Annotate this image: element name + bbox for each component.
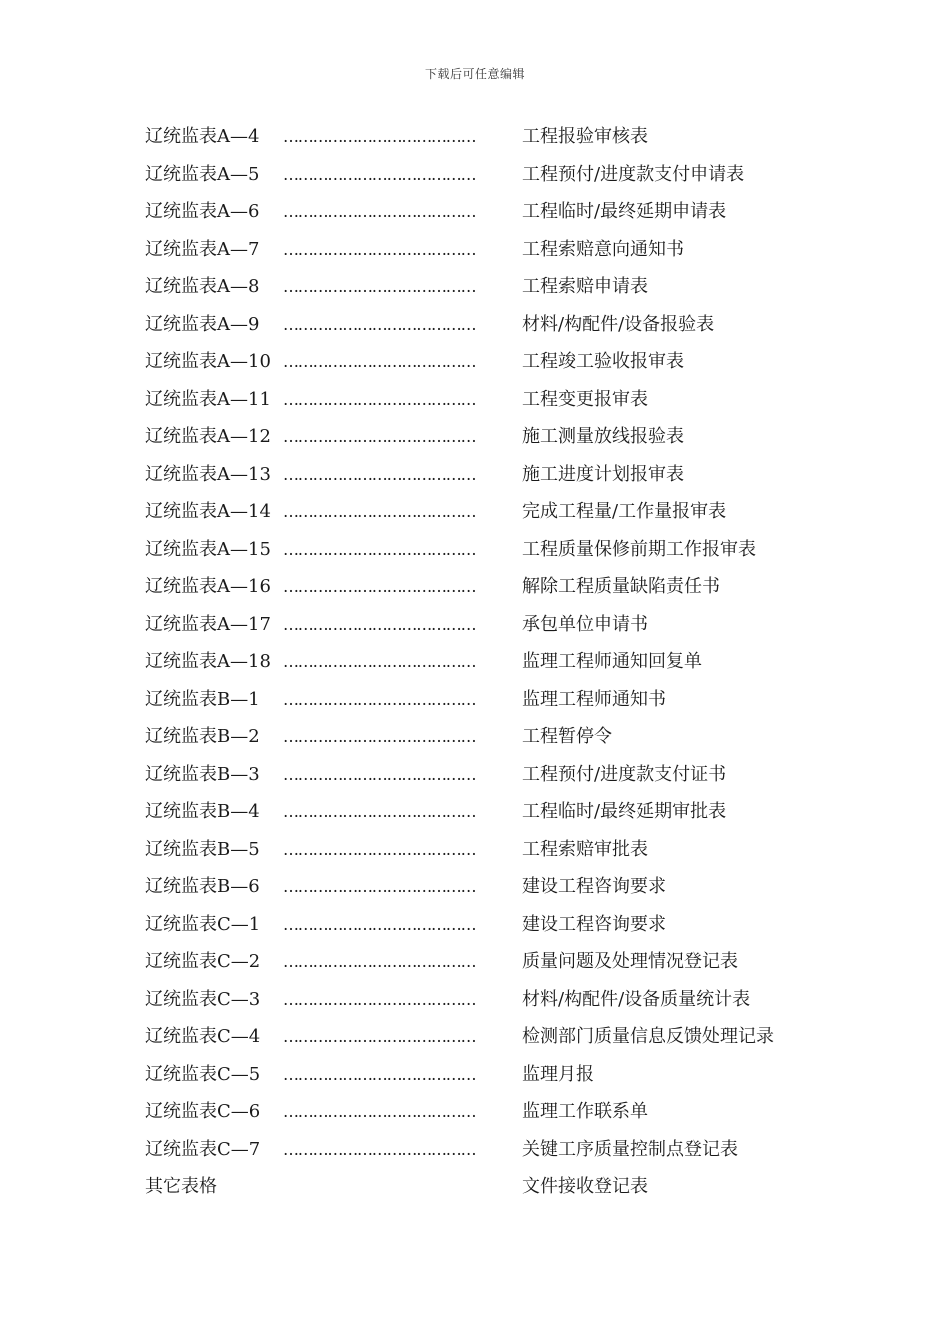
toc-entry-title: 工程索赔意向通知书 [522,238,684,260]
toc-leader-dots: ………………………………… [283,127,476,146]
toc-entry-code: 辽统监表A—14 [145,501,271,522]
toc-entry-title: 材料/构配件/设备报验表 [522,313,715,335]
toc-entry-code: 辽统监表A—9 [145,313,260,335]
toc-entry [145,906,825,944]
toc-entry-code: 辽统监表C—3 [145,988,261,1010]
toc-entry [145,1168,825,1206]
toc-entry [145,156,825,194]
toc-entry-title: 监理月报 [522,1063,594,1085]
toc-entry-code: 辽统监表A—10 [145,351,271,372]
toc-leader-dots: ………………………………… [283,202,476,221]
toc-entry-code: 辽统监表A—4 [145,126,260,147]
toc-entry-code: 辽统监表C—7 [145,1138,261,1160]
toc-entry-code: 辽统监表A—6 [145,201,260,222]
toc-entry-title: 工程预付/进度款支付证书 [522,763,727,785]
toc-leader-dots: ………………………………… [283,427,476,446]
toc-entry [145,1093,825,1131]
toc-entry [145,718,825,756]
toc-entry [145,1056,825,1094]
toc-entry-title: 工程竣工验收报审表 [522,351,684,372]
toc-entry-title: 工程报验审核表 [522,126,648,147]
toc-entry-code: 辽统监表C—1 [145,913,261,935]
toc-entry [145,793,825,831]
toc-entry-code: 其它表格 [145,1176,217,1197]
toc-entry [145,118,825,156]
toc-entry-title: 工程索赔申请表 [522,276,648,297]
toc-entry-code: 辽统监表C—6 [145,1101,261,1122]
toc-leader-dots: ………………………………… [283,839,476,859]
toc-leader-dots: ………………………………… [283,652,476,671]
toc-leader-dots: ………………………………… [283,352,476,371]
toc-entry-code: 辽统监表A—11 [145,388,271,410]
toc-leader-dots: ………………………………… [283,802,476,821]
toc-entry-title: 施工进度计划报审表 [522,463,684,485]
toc-entry-title: 工程暂停令 [522,726,612,747]
toc-entry-title: 工程变更报审表 [522,388,648,410]
toc-entry-code: 辽统监表B—1 [145,688,260,710]
toc-entry-code: 辽统监表B—3 [145,763,260,785]
toc-leader-dots: ………………………………… [283,577,476,596]
toc-entry [145,943,825,981]
toc-entry-title: 承包单位申请书 [522,613,648,635]
toc-entry [145,268,825,306]
toc-entry [145,456,825,494]
toc-entry [145,756,825,794]
toc-entry [145,606,825,644]
toc-leader-dots: ………………………………… [283,764,476,784]
toc-entry-title: 监理工程师通知回复单 [522,651,702,672]
toc-leader-dots: ………………………………… [283,727,476,746]
toc-entry-title: 检测部门质量信息反馈处理记录 [522,1026,774,1047]
toc-entry-code: 辽统监表B—6 [145,876,260,897]
toc-entry-title: 工程质量保修前期工作报审表 [522,538,756,560]
toc-entry-code: 辽统监表A—13 [145,463,271,485]
toc-entry-code: 辽统监表C—5 [145,1063,261,1085]
toc-entry-title: 解除工程质量缺陷责任书 [522,576,720,597]
toc-entry [145,381,825,419]
toc-entry [145,568,825,606]
toc-entry-code: 辽统监表A—7 [145,238,260,260]
toc-entry-code: 辽统监表A—5 [145,163,260,185]
toc-entry-code: 辽统监表A—16 [145,576,271,597]
toc-entry [145,231,825,269]
toc-leader-dots: ………………………………… [283,164,476,184]
toc-leader-dots: ………………………………… [283,314,476,334]
toc-leader-dots: ………………………………… [283,502,476,521]
toc-entry-code: 辽统监表A—17 [145,613,271,635]
toc-entry [145,868,825,906]
toc-entry [145,643,825,681]
toc-leader-dots: ………………………………… [283,952,476,971]
toc-entry-code: 辽统监表A—12 [145,426,271,447]
toc-entry [145,343,825,381]
table-of-contents [145,118,825,1206]
toc-entry-title: 工程预付/进度款支付申请表 [522,163,745,185]
toc-entry [145,306,825,344]
toc-entry-title: 监理工程师通知书 [522,688,666,710]
toc-entry-title: 工程索赔审批表 [522,838,648,860]
toc-entry-title: 材料/构配件/设备质量统计表 [522,988,751,1010]
toc-leader-dots: ………………………………… [283,389,476,409]
toc-leader-dots: ………………………………… [283,277,476,296]
toc-entry-code: 辽统监表B—4 [145,801,260,822]
toc-entry-code: 辽统监表A—18 [145,651,271,672]
toc-leader-dots: ………………………………… [283,689,476,709]
toc-leader-dots: ………………………………… [283,1027,476,1046]
toc-leader-dots: ………………………………… [283,877,476,896]
toc-entry [145,531,825,569]
toc-entry-title: 完成工程量/工作量报审表 [522,501,727,522]
toc-entry [145,1131,825,1169]
toc-leader-dots: ………………………………… [283,464,476,484]
toc-entry-title: 工程临时/最终延期审批表 [522,801,727,822]
toc-entry [145,831,825,869]
toc-entry-title: 施工测量放线报验表 [522,426,684,447]
toc-entry-code: 辽统监表B—2 [145,726,260,747]
toc-leader-dots: ………………………………… [283,1102,476,1121]
toc-entry [145,1018,825,1056]
toc-entry-code: 辽统监表B—5 [145,838,260,860]
toc-entry [145,493,825,531]
toc-entry-code: 辽统监表C—4 [145,1026,261,1047]
toc-entry-code: 辽统监表A—8 [145,276,260,297]
toc-entry [145,981,825,1019]
toc-entry-title: 工程临时/最终延期申请表 [522,201,727,222]
toc-leader-dots: ………………………………… [283,989,476,1009]
toc-leader-dots: ………………………………… [283,239,476,259]
toc-entry-title: 建设工程咨询要求 [522,913,666,935]
toc-leader-dots: ………………………………… [283,1139,476,1159]
toc-entry-title: 关键工序质量控制点登记表 [522,1138,738,1160]
toc-entry [145,681,825,719]
toc-entry-title: 文件接收登记表 [522,1176,648,1197]
toc-leader-dots: ………………………………… [283,614,476,634]
toc-entry-code: 辽统监表A—15 [145,538,271,560]
toc-leader-dots: ………………………………… [283,914,476,934]
toc-entry-title: 监理工作联系单 [522,1101,648,1122]
toc-entry-title: 建设工程咨询要求 [522,876,666,897]
toc-leader-dots: ………………………………… [283,539,476,559]
toc-entry [145,193,825,231]
toc-entry [145,418,825,456]
page-header: 下载后可任意编辑 [424,67,525,81]
toc-leader-dots: ………………………………… [283,1064,476,1084]
toc-entry-title: 质量问题及处理情况登记表 [522,951,738,972]
toc-entry-code: 辽统监表C—2 [145,951,261,972]
